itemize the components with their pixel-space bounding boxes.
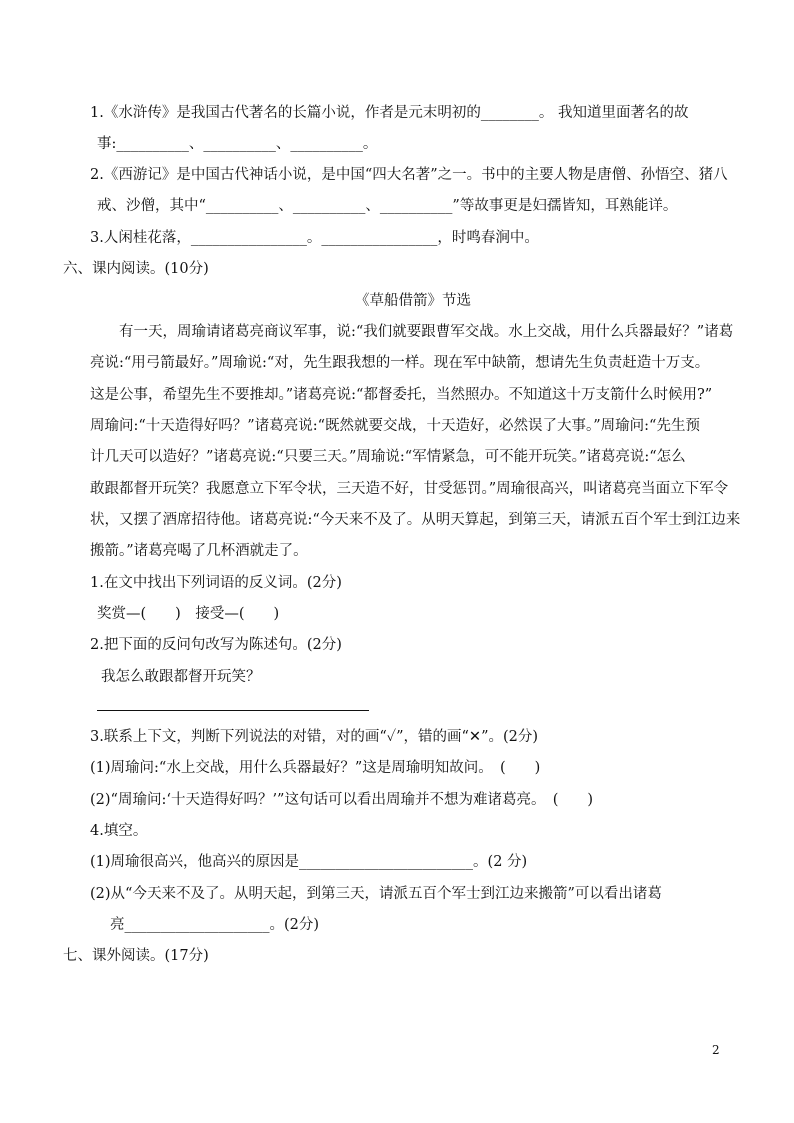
reading-question-3: 3.联系上下文，判断下列说法的对错，对的画“✓”，错的画“✕”。(2分) [90,729,539,745]
passage-line-4: 周瑜问:“十天造得好吗？”诸葛亮说:“既然就要交战，十天造好，必然误了大事。”周瑜问:“先生预 [90,418,700,434]
section-6-heading: 六、课内阅读。(10分) [63,261,209,277]
passage-title: 《草船借箭》节选 [355,293,471,309]
reading-question-2: 2.把下面的反问句改写为陈述句。(2分) [90,637,342,653]
reading-question-4-item-2-cont: 亮____________________。(2分) [110,917,320,933]
reading-question-4: 4.填空。 [90,823,148,839]
reading-question-2-sentence: 我怎么敢跟都督开玩笑？ [101,669,261,685]
question-1-line-2: 事:__________、__________、__________。 [97,136,378,152]
passage-line-6: 敢跟都督开玩笑？我愿意立下军令状，三天造不好，甘受惩罚。”周瑜很高兴，叫诸葛亮当面立下军令 [90,481,729,497]
question-2-line-2: 戒、沙僧，其中“__________、__________、__________”等故事更是妇孺皆知，耳熟能详。 [97,198,678,214]
answer-line [97,710,369,711]
question-3-line: 3.人闲桂花落，________________。________________，时鸣春涧中。 [90,230,539,246]
passage-line-1: 有一天，周瑜请诸葛亮商议军事，说:“我们就要跟曹军交战。水上交战，用什么兵器最好？”诸葛 [119,324,734,340]
passage-line-7: 状，又摆了酒席招待他。诸葛亮说:“今天来不及了。从明天算起，到第三天，请派五百个军士到江边来 [90,512,741,528]
section-7-heading: 七、课外阅读。(17分) [63,948,209,964]
passage-line-3: 这是公事，希望先生不要推却。”诸葛亮说:“都督委托，当然照办。不知道这十万支箭什么时候用?” [90,387,713,403]
reading-question-3-item-1: (1)周瑜问:“水上交战，用什么兵器最好？”这是周瑜明知故问。 ( ) [90,760,541,776]
passage-line-8: 搬箭。”诸葛亮喝了几杯酒就走了。 [90,543,308,559]
reading-question-4-item-1: (1)周瑜很高兴，他高兴的原因是________________________。(2 分) [90,854,528,870]
passage-line-5: 计几天可以造好？”诸葛亮说:“只要三天。”周瑜说:“军情紧急，可不能开玩笑。”诸葛亮说:“怎么 [90,449,686,465]
reading-question-1-blanks: 奖赏—( ) 接受—( ) [97,606,280,622]
reading-question-1: 1.在文中找出下列词语的反义词。(2分) [90,575,342,591]
reading-question-4-item-2: (2)从“今天来不及了。从明天起，到第三天，请派五百个军士到江边来搬箭”可以看出诸葛 [90,886,662,902]
reading-question-3-item-2: (2)“周瑜问:‘十天造得好吗？’”这句话可以看出周瑜并不想为难诸葛亮。 ( ) [90,792,594,808]
question-1-line-1: 1.《水浒传》是我国古代著名的长篇小说，作者是元末明初的________。 我知道里面著名的故 [90,105,689,121]
passage-line-2: 亮说:“用弓箭最好。”周瑜说:“对，先生跟我想的一样。现在军中缺箭，想请先生负责赶造十万支。 [90,355,710,371]
question-2-line-1: 2.《西游记》是中国古代神话小说，是中国“四大名著”之一。书中的主要人物是唐僧、孙悟空、猪八 [90,167,728,183]
page-number: 2 [712,1043,720,1057]
